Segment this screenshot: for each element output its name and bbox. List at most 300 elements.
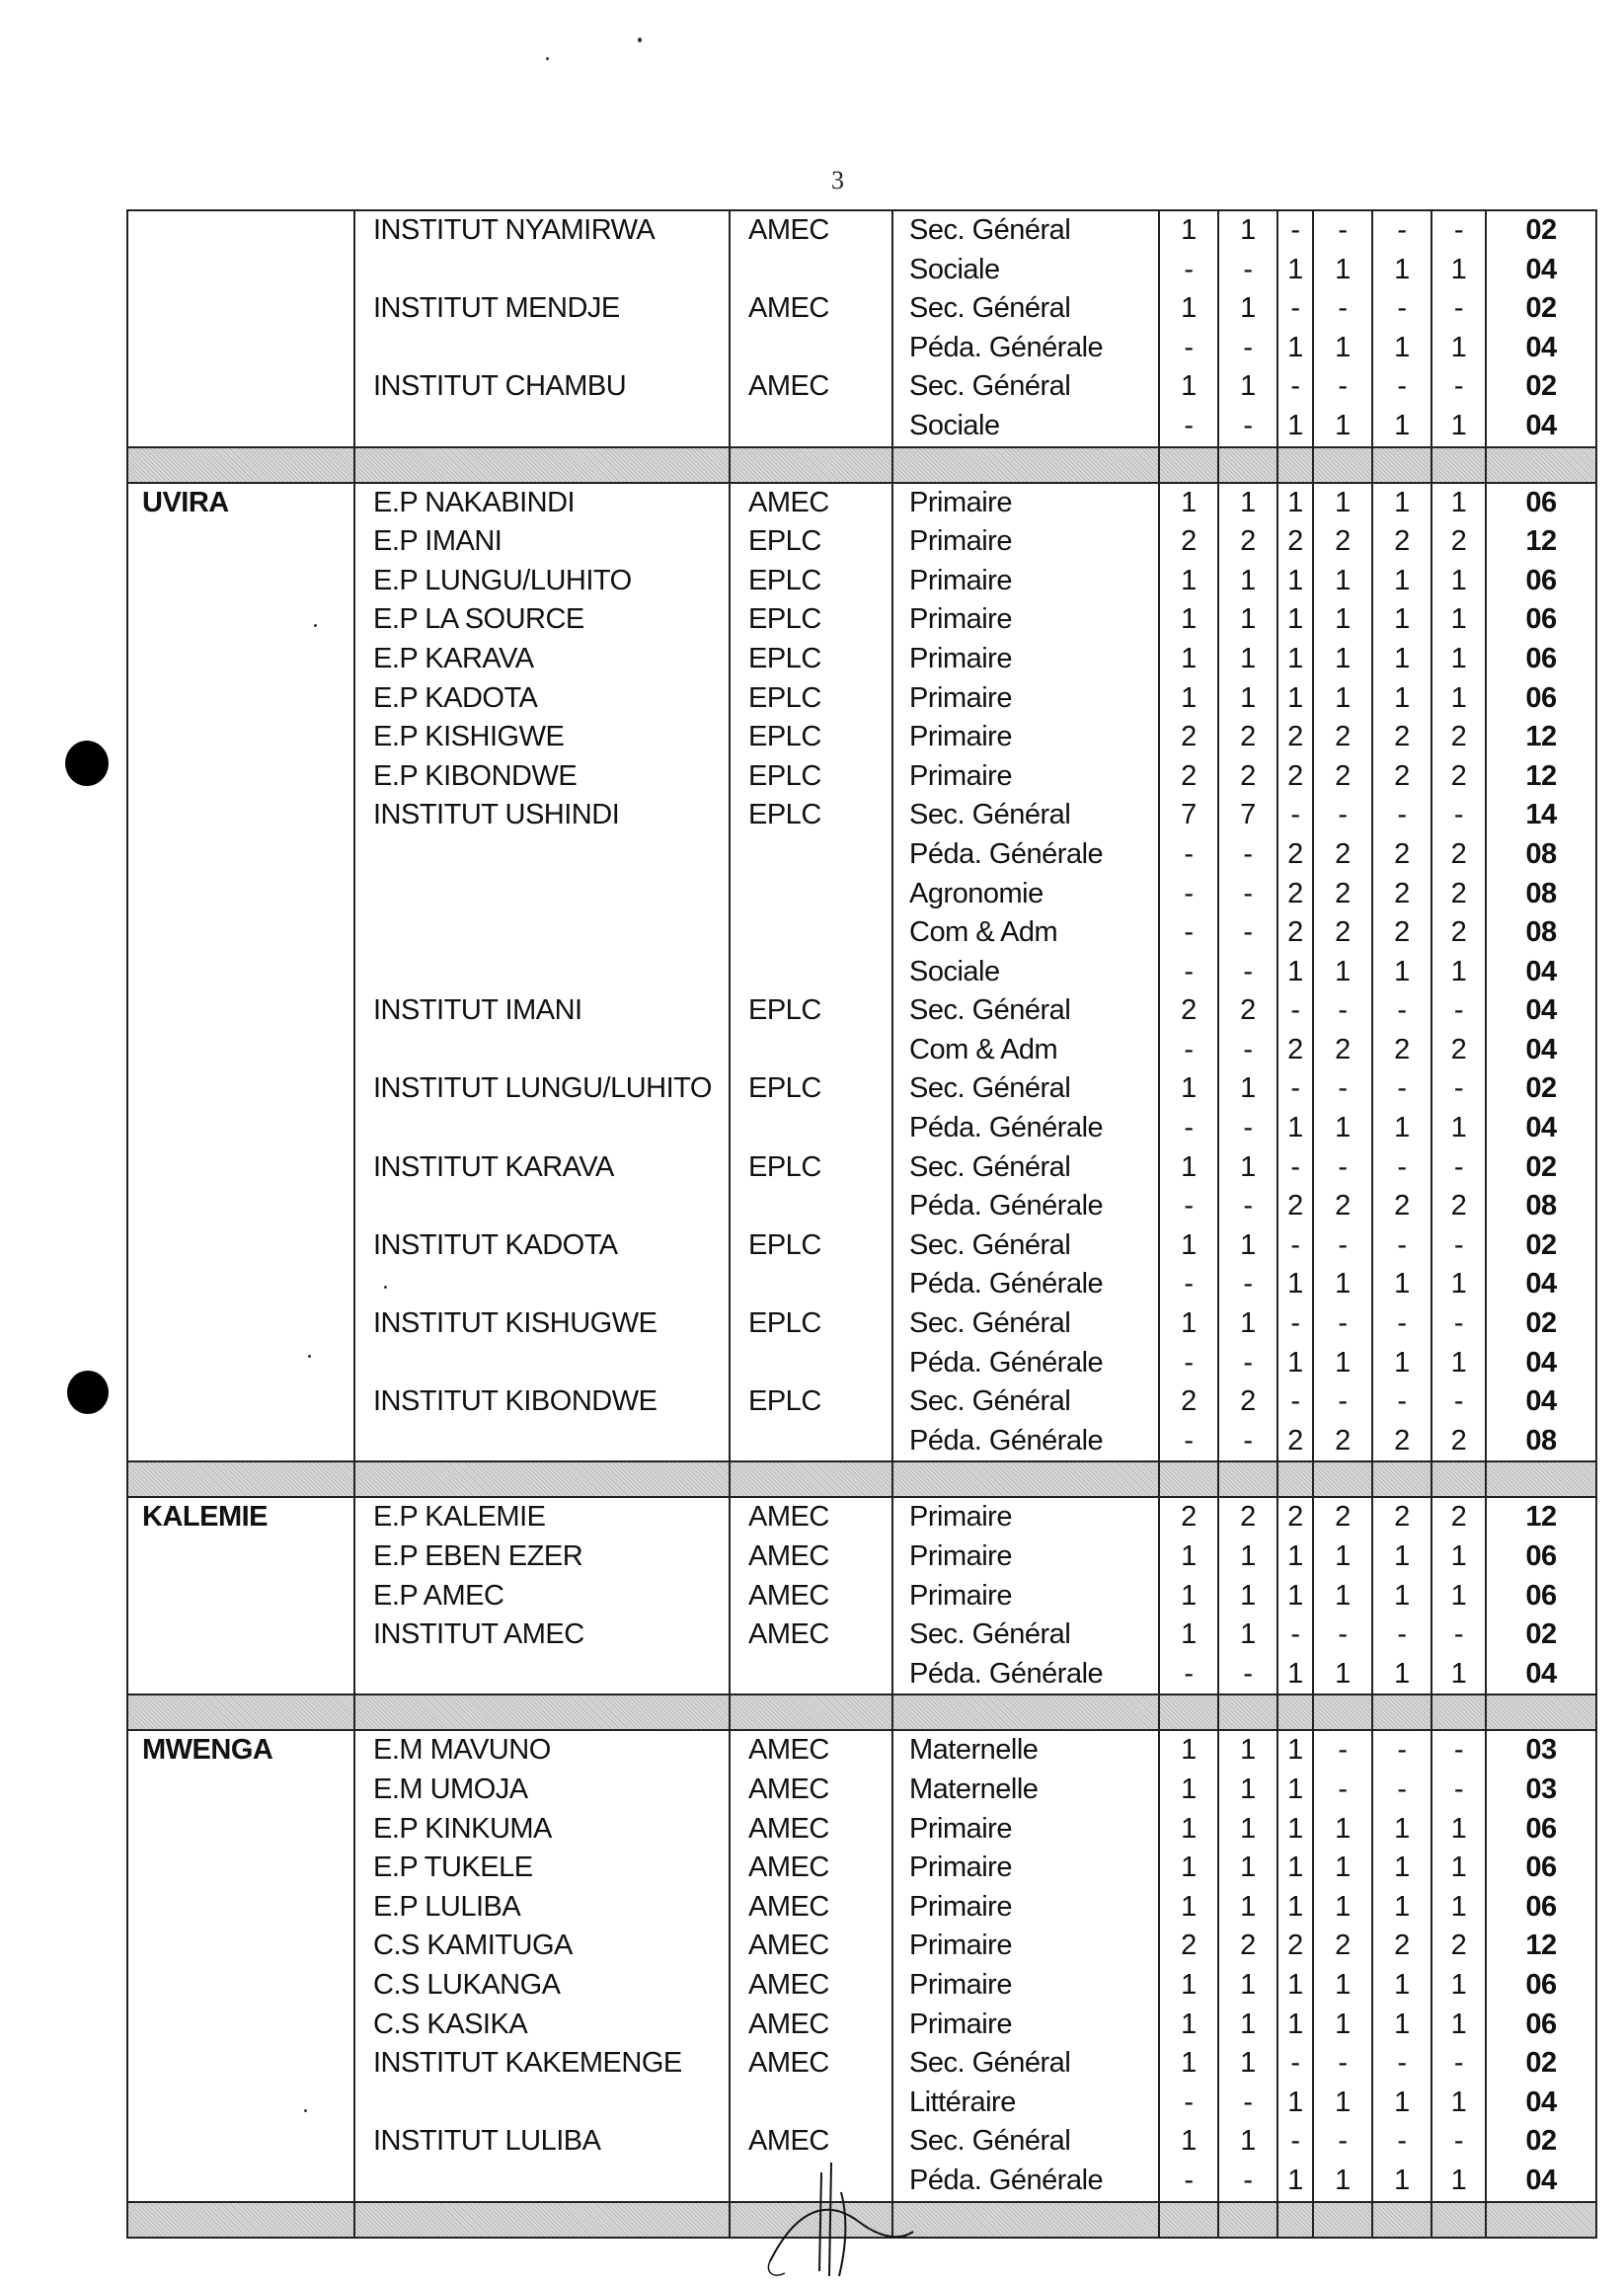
- n6-cell: -: [1431, 991, 1486, 1031]
- n5-cell: 1: [1372, 1577, 1431, 1616]
- n6-cell: -: [1431, 1304, 1486, 1344]
- n1-cell: -: [1159, 1422, 1218, 1462]
- school-cell: E.P AMEC: [354, 1577, 730, 1616]
- school-cell: INSTITUT USHINDI: [354, 796, 730, 835]
- n3-cell: 1: [1277, 1265, 1313, 1304]
- n2-cell: -: [1218, 1265, 1277, 1304]
- section-cell: Péda. Générale: [892, 835, 1159, 875]
- separator-cell: [127, 2202, 354, 2238]
- n4-cell: -: [1313, 991, 1372, 1031]
- school-cell: INSTITUT IMANI: [354, 991, 730, 1031]
- total-cell: 04: [1486, 1344, 1596, 1383]
- n2-cell: 1: [1218, 2122, 1277, 2162]
- separator-cell: [1431, 2202, 1486, 2238]
- separator-cell: [730, 1461, 892, 1497]
- n2-cell: 1: [1218, 289, 1277, 329]
- region-cell: [127, 875, 354, 914]
- n1-cell: -: [1159, 1265, 1218, 1304]
- n4-cell: 2: [1313, 875, 1372, 914]
- separator-cell: [730, 1694, 892, 1730]
- n4-cell: 2: [1313, 1187, 1372, 1226]
- n3-cell: 1: [1277, 1730, 1313, 1771]
- school-cell: INSTITUT MENDJE: [354, 289, 730, 329]
- n6-cell: 1: [1431, 2162, 1486, 2202]
- network-cell: AMEC: [730, 2122, 892, 2162]
- section-cell: Péda. Générale: [892, 1187, 1159, 1226]
- separator-cell: [892, 447, 1159, 483]
- n1-cell: 1: [1159, 1226, 1218, 1266]
- n1-cell: 1: [1159, 483, 1218, 523]
- n2-cell: 2: [1218, 1927, 1277, 1966]
- section-cell: Primaire: [892, 640, 1159, 679]
- n1-cell: 1: [1159, 600, 1218, 640]
- total-cell: 12: [1486, 1497, 1596, 1537]
- n5-cell: 2: [1372, 522, 1431, 562]
- section-cell: Maternelle: [892, 1771, 1159, 1810]
- region-cell: [127, 1304, 354, 1344]
- school-cell: INSTITUT NYAMIRWA: [354, 210, 730, 251]
- n5-cell: 2: [1372, 1187, 1431, 1226]
- n2-cell: 1: [1218, 679, 1277, 719]
- n2-cell: -: [1218, 1655, 1277, 1695]
- network-cell: [730, 1031, 892, 1070]
- n6-cell: 1: [1431, 953, 1486, 992]
- n1-cell: -: [1159, 1187, 1218, 1226]
- total-cell: 02: [1486, 1069, 1596, 1109]
- n6-cell: 2: [1431, 1497, 1486, 1537]
- section-cell: Com & Adm: [892, 1031, 1159, 1070]
- region-cell: [127, 1069, 354, 1109]
- n6-cell: -: [1431, 1226, 1486, 1266]
- n2-cell: 1: [1218, 1849, 1277, 1888]
- network-cell: AMEC: [730, 1927, 892, 1966]
- total-cell: 12: [1486, 522, 1596, 562]
- section-cell: Sec. Général: [892, 2044, 1159, 2084]
- n2-cell: -: [1218, 835, 1277, 875]
- n4-cell: 2: [1313, 913, 1372, 953]
- school-cell: C.S LUKANGA: [354, 1966, 730, 2006]
- network-cell: AMEC: [730, 1810, 892, 1850]
- table-row: [127, 251, 1596, 290]
- n3-cell: 1: [1277, 1966, 1313, 2006]
- school-cell: [354, 913, 730, 953]
- separator-cell: [127, 447, 354, 483]
- n6-cell: 2: [1431, 1927, 1486, 1966]
- n4-cell: 2: [1313, 1422, 1372, 1462]
- n4-cell: 1: [1313, 1888, 1372, 1928]
- n4-cell: -: [1313, 796, 1372, 835]
- n1-cell: -: [1159, 2162, 1218, 2202]
- n3-cell: -: [1277, 210, 1313, 251]
- n4-cell: 1: [1313, 1344, 1372, 1383]
- region-cell: [127, 835, 354, 875]
- n6-cell: -: [1431, 1615, 1486, 1655]
- section-cell: Sociale: [892, 251, 1159, 290]
- n5-cell: 2: [1372, 1031, 1431, 1070]
- network-cell: EPLC: [730, 991, 892, 1031]
- n1-cell: 1: [1159, 1730, 1218, 1771]
- n4-cell: 2: [1313, 757, 1372, 797]
- n4-cell: 1: [1313, 483, 1372, 523]
- table-row: [127, 289, 1596, 329]
- table-row: [127, 991, 1596, 1031]
- section-cell: Primaire: [892, 600, 1159, 640]
- network-cell: AMEC: [730, 1615, 892, 1655]
- n5-cell: 1: [1372, 600, 1431, 640]
- network-cell: [730, 1187, 892, 1226]
- n6-cell: 1: [1431, 329, 1486, 368]
- n6-cell: -: [1431, 1771, 1486, 1810]
- section-cell: Primaire: [892, 562, 1159, 601]
- section-cell: Littéraire: [892, 2084, 1159, 2123]
- school-cell: INSTITUT KAKEMENGE: [354, 2044, 730, 2084]
- n1-cell: 2: [1159, 991, 1218, 1031]
- table-row: [127, 679, 1596, 719]
- network-cell: AMEC: [730, 1497, 892, 1537]
- n3-cell: -: [1277, 2122, 1313, 2162]
- n6-cell: -: [1431, 796, 1486, 835]
- n5-cell: 2: [1372, 1497, 1431, 1537]
- n6-cell: 2: [1431, 757, 1486, 797]
- network-cell: EPLC: [730, 600, 892, 640]
- region-cell: [127, 1888, 354, 1928]
- section-cell: Primaire: [892, 1927, 1159, 1966]
- school-cell: INSTITUT CHAMBU: [354, 367, 730, 407]
- network-cell: AMEC: [730, 1888, 892, 1928]
- school-cell: [354, 329, 730, 368]
- n2-cell: 1: [1218, 562, 1277, 601]
- n4-cell: 1: [1313, 1849, 1372, 1888]
- punch-hole-bottom: [67, 1371, 109, 1414]
- n2-cell: -: [1218, 407, 1277, 447]
- network-cell: EPLC: [730, 718, 892, 757]
- n6-cell: 2: [1431, 1031, 1486, 1070]
- n5-cell: 1: [1372, 1810, 1431, 1850]
- n5-cell: -: [1372, 289, 1431, 329]
- school-cell: [354, 1655, 730, 1695]
- separator-cell: [1218, 1694, 1277, 1730]
- school-cell: [354, 953, 730, 992]
- n1-cell: 1: [1159, 289, 1218, 329]
- n6-cell: 1: [1431, 600, 1486, 640]
- section-separator-row: [127, 1461, 1596, 1497]
- table-row: [127, 796, 1596, 835]
- n2-cell: 1: [1218, 1069, 1277, 1109]
- school-cell: E.P NAKABINDI: [354, 483, 730, 523]
- n4-cell: -: [1313, 1382, 1372, 1422]
- n5-cell: 1: [1372, 329, 1431, 368]
- separator-cell: [1159, 1461, 1218, 1497]
- network-cell: [730, 953, 892, 992]
- school-cell: E.P KARAVA: [354, 640, 730, 679]
- n4-cell: 1: [1313, 1537, 1372, 1577]
- n3-cell: 1: [1277, 2162, 1313, 2202]
- n3-cell: 1: [1277, 483, 1313, 523]
- section-cell: Primaire: [892, 1966, 1159, 2006]
- n6-cell: 2: [1431, 875, 1486, 914]
- n1-cell: -: [1159, 407, 1218, 447]
- region-cell: [127, 1615, 354, 1655]
- region-cell: [127, 1265, 354, 1304]
- network-cell: [730, 1422, 892, 1462]
- n4-cell: 1: [1313, 679, 1372, 719]
- separator-cell: [1313, 2202, 1372, 2238]
- region-cell: [127, 1849, 354, 1888]
- region-cell: [127, 2084, 354, 2123]
- n5-cell: 2: [1372, 718, 1431, 757]
- table-row: [127, 1888, 1596, 1928]
- n6-cell: 2: [1431, 835, 1486, 875]
- separator-cell: [354, 2202, 730, 2238]
- n5-cell: -: [1372, 1615, 1431, 1655]
- school-cell: E.P KALEMIE: [354, 1497, 730, 1537]
- n6-cell: 1: [1431, 1109, 1486, 1148]
- n5-cell: -: [1372, 991, 1431, 1031]
- school-cell: E.P LA SOURCE: [354, 600, 730, 640]
- network-cell: AMEC: [730, 483, 892, 523]
- n1-cell: 1: [1159, 367, 1218, 407]
- n1-cell: 2: [1159, 1382, 1218, 1422]
- separator-cell: [1486, 1461, 1596, 1497]
- table-row: [127, 1615, 1596, 1655]
- table-row: [127, 953, 1596, 992]
- network-cell: [730, 2084, 892, 2123]
- punch-hole-top: [65, 741, 109, 786]
- school-cell: [354, 1422, 730, 1462]
- n1-cell: -: [1159, 2084, 1218, 2123]
- n6-cell: 1: [1431, 407, 1486, 447]
- network-cell: AMEC: [730, 1577, 892, 1616]
- n2-cell: -: [1218, 251, 1277, 290]
- n5-cell: -: [1372, 1304, 1431, 1344]
- table-row: [127, 600, 1596, 640]
- separator-cell: [1218, 447, 1277, 483]
- n5-cell: 1: [1372, 2162, 1431, 2202]
- section-cell: Primaire: [892, 1810, 1159, 1850]
- total-cell: 02: [1486, 1304, 1596, 1344]
- n4-cell: 2: [1313, 1497, 1372, 1537]
- page-number: 3: [831, 166, 844, 195]
- n5-cell: 2: [1372, 757, 1431, 797]
- n5-cell: -: [1372, 1226, 1431, 1266]
- network-cell: [730, 835, 892, 875]
- section-cell: Péda. Générale: [892, 1655, 1159, 1695]
- n5-cell: 1: [1372, 1888, 1431, 1928]
- n4-cell: 1: [1313, 407, 1372, 447]
- section-cell: Primaire: [892, 757, 1159, 797]
- section-cell: Maternelle: [892, 1730, 1159, 1771]
- n5-cell: 1: [1372, 1655, 1431, 1695]
- separator-cell: [1372, 1461, 1431, 1497]
- region-cell: KALEMIE: [127, 1497, 354, 1537]
- total-cell: 12: [1486, 1927, 1596, 1966]
- n2-cell: 1: [1218, 1730, 1277, 1771]
- total-cell: 08: [1486, 913, 1596, 953]
- school-cell: [354, 1187, 730, 1226]
- separator-cell: [354, 1461, 730, 1497]
- n2-cell: 1: [1218, 600, 1277, 640]
- n6-cell: 1: [1431, 1849, 1486, 1888]
- n3-cell: 1: [1277, 600, 1313, 640]
- n3-cell: 1: [1277, 1577, 1313, 1616]
- n3-cell: 2: [1277, 718, 1313, 757]
- total-cell: 02: [1486, 1226, 1596, 1266]
- network-cell: AMEC: [730, 1730, 892, 1771]
- n3-cell: 2: [1277, 875, 1313, 914]
- school-cell: INSTITUT LULIBA: [354, 2122, 730, 2162]
- school-cell: E.P KADOTA: [354, 679, 730, 719]
- region-cell: [127, 1771, 354, 1810]
- table-row: [127, 1031, 1596, 1070]
- total-cell: 04: [1486, 407, 1596, 447]
- n2-cell: 1: [1218, 2044, 1277, 2084]
- table-row: [127, 2084, 1596, 2123]
- n5-cell: 1: [1372, 251, 1431, 290]
- n3-cell: 1: [1277, 251, 1313, 290]
- separator-cell: [354, 447, 730, 483]
- n3-cell: 1: [1277, 329, 1313, 368]
- n3-cell: 2: [1277, 835, 1313, 875]
- n3-cell: 2: [1277, 757, 1313, 797]
- n5-cell: 2: [1372, 875, 1431, 914]
- section-cell: Primaire: [892, 1849, 1159, 1888]
- n2-cell: 2: [1218, 1497, 1277, 1537]
- n3-cell: 1: [1277, 953, 1313, 992]
- table-row: [127, 210, 1596, 251]
- region-cell: [127, 251, 354, 290]
- n2-cell: 1: [1218, 1304, 1277, 1344]
- n1-cell: 1: [1159, 1888, 1218, 1928]
- school-cell: [354, 2084, 730, 2123]
- network-cell: EPLC: [730, 1148, 892, 1188]
- n4-cell: -: [1313, 1771, 1372, 1810]
- network-cell: AMEC: [730, 1849, 892, 1888]
- separator-cell: [730, 447, 892, 483]
- separator-cell: [892, 2202, 1159, 2238]
- total-cell: 06: [1486, 600, 1596, 640]
- school-cell: INSTITUT AMEC: [354, 1615, 730, 1655]
- table-row: [127, 1577, 1596, 1616]
- school-cell: E.P LULIBA: [354, 1888, 730, 1928]
- n2-cell: 1: [1218, 1537, 1277, 1577]
- separator-cell: [1218, 1461, 1277, 1497]
- scan-speck: [638, 38, 642, 42]
- network-cell: EPLC: [730, 1069, 892, 1109]
- table-row: [127, 757, 1596, 797]
- school-cell: [354, 1109, 730, 1148]
- total-cell: 08: [1486, 1187, 1596, 1226]
- table-row: [127, 367, 1596, 407]
- table-row: [127, 1226, 1596, 1266]
- school-cell: E.P TUKELE: [354, 1849, 730, 1888]
- table-row: [127, 407, 1596, 447]
- signature: [750, 2153, 918, 2281]
- school-cell: [354, 1031, 730, 1070]
- n1-cell: 1: [1159, 2122, 1218, 2162]
- n4-cell: 1: [1313, 640, 1372, 679]
- separator-cell: [1277, 1694, 1313, 1730]
- n2-cell: -: [1218, 2162, 1277, 2202]
- school-cell: E.M MAVUNO: [354, 1730, 730, 1771]
- n3-cell: -: [1277, 796, 1313, 835]
- n4-cell: -: [1313, 1148, 1372, 1188]
- n6-cell: 2: [1431, 522, 1486, 562]
- table-row: [127, 329, 1596, 368]
- school-cell: C.S KASIKA: [354, 2006, 730, 2045]
- region-cell: [127, 991, 354, 1031]
- n2-cell: 1: [1218, 1577, 1277, 1616]
- n2-cell: -: [1218, 1422, 1277, 1462]
- separator-cell: [892, 1694, 1159, 1730]
- table-row: [127, 2044, 1596, 2084]
- total-cell: 06: [1486, 1888, 1596, 1928]
- n5-cell: 1: [1372, 2084, 1431, 2123]
- separator-cell: [127, 1694, 354, 1730]
- n1-cell: 1: [1159, 1577, 1218, 1616]
- section-cell: Sec. Général: [892, 1304, 1159, 1344]
- n6-cell: 1: [1431, 1810, 1486, 1850]
- school-cell: [354, 251, 730, 290]
- table-row: [127, 1069, 1596, 1109]
- separator-cell: [892, 1461, 1159, 1497]
- total-cell: 04: [1486, 953, 1596, 992]
- school-cell: [354, 1344, 730, 1383]
- total-cell: 06: [1486, 1577, 1596, 1616]
- school-cell: [354, 875, 730, 914]
- separator-cell: [1431, 1461, 1486, 1497]
- separator-cell: [1277, 1461, 1313, 1497]
- total-cell: 02: [1486, 367, 1596, 407]
- n4-cell: 1: [1313, 1655, 1372, 1695]
- network-cell: AMEC: [730, 289, 892, 329]
- n5-cell: 1: [1372, 1344, 1431, 1383]
- table-row: [127, 1265, 1596, 1304]
- n3-cell: 2: [1277, 1187, 1313, 1226]
- n5-cell: 1: [1372, 1537, 1431, 1577]
- n6-cell: 1: [1431, 2084, 1486, 2123]
- n3-cell: 1: [1277, 562, 1313, 601]
- n2-cell: -: [1218, 329, 1277, 368]
- n2-cell: 2: [1218, 991, 1277, 1031]
- n4-cell: 1: [1313, 953, 1372, 992]
- n6-cell: 1: [1431, 1537, 1486, 1577]
- n2-cell: 1: [1218, 1966, 1277, 2006]
- region-cell: [127, 718, 354, 757]
- n4-cell: 1: [1313, 2162, 1372, 2202]
- n3-cell: 1: [1277, 1109, 1313, 1148]
- n3-cell: 1: [1277, 1849, 1313, 1888]
- table-row: [127, 1344, 1596, 1383]
- table-row: [127, 640, 1596, 679]
- n4-cell: 1: [1313, 1966, 1372, 2006]
- network-cell: EPLC: [730, 1382, 892, 1422]
- n2-cell: -: [1218, 1344, 1277, 1383]
- n6-cell: 1: [1431, 1888, 1486, 1928]
- separator-cell: [354, 1694, 730, 1730]
- section-cell: Agronomie: [892, 875, 1159, 914]
- section-separator-row: [127, 1694, 1596, 1730]
- total-cell: 03: [1486, 1730, 1596, 1771]
- region-cell: [127, 2044, 354, 2084]
- n1-cell: -: [1159, 329, 1218, 368]
- n5-cell: 2: [1372, 835, 1431, 875]
- total-cell: 02: [1486, 1148, 1596, 1188]
- n2-cell: 1: [1218, 1771, 1277, 1810]
- separator-cell: [1486, 447, 1596, 483]
- table-row: [127, 1187, 1596, 1226]
- n2-cell: -: [1218, 875, 1277, 914]
- n6-cell: -: [1431, 2122, 1486, 2162]
